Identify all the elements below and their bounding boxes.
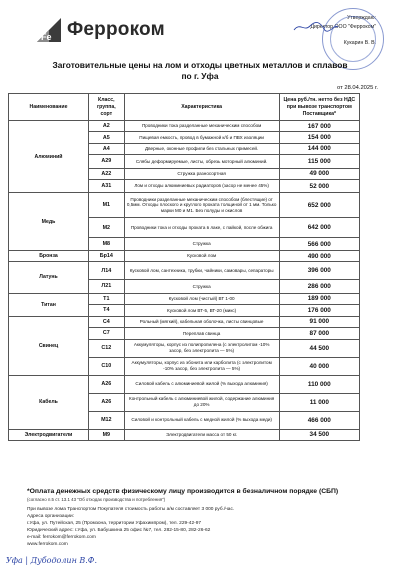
class-code: M8 [88, 238, 124, 251]
price: 189 000 [279, 293, 359, 305]
class-code: T1 [88, 293, 124, 305]
company-logo [35, 16, 165, 44]
description: Рольный (мягкий), кабельная оболочка, листы свинцовые [124, 316, 279, 328]
price: 52 000 [279, 180, 359, 193]
handwritten-note: Уфа | Дубодолин В.Ф. [6, 556, 97, 565]
addresses-heading: Адреса организации: [27, 514, 75, 520]
description: Кусковой лом ВТ-5, ВТ-20 (микс) [124, 305, 279, 317]
description: Стружка [124, 280, 279, 294]
price: 34 500 [279, 429, 359, 441]
price: 144 000 [279, 143, 359, 154]
price-table [8, 93, 360, 441]
description: Электродвигатели масса от 50 кг. [124, 429, 279, 441]
class-code: A4 [88, 143, 124, 154]
price: 167 000 [279, 121, 359, 132]
fe-logo-icon [35, 16, 63, 44]
price: 642 000 [279, 218, 359, 238]
description: Стружка [124, 238, 279, 251]
description: Силовой кабель с алюминиевой жилой (% выхода алюминия) [124, 375, 279, 393]
description: Слябы деформируемые, листы, обрезь моторный алюминий. [124, 155, 279, 169]
class-code: A26 [88, 375, 124, 393]
class-code: A31 [88, 180, 124, 193]
logo-text: Ферроком [67, 19, 165, 40]
class-code: Л21 [88, 280, 124, 294]
approval-line: Утверждаю: [347, 15, 376, 21]
price: 154 000 [279, 132, 359, 143]
metal-name: Титан [9, 293, 89, 316]
metal-name: Свинец [9, 316, 89, 375]
price: 396 000 [279, 262, 359, 280]
table-row [9, 293, 360, 305]
description: Кусковой лом [124, 251, 279, 262]
class-code: M9 [88, 429, 124, 441]
description: Проводники тока и отходы проката в лаке, с пайкой, после обжига [124, 218, 279, 238]
table-row [9, 251, 360, 262]
company-contacts [27, 506, 234, 549]
description: Дверные, оконные профили без стальных примесей. [124, 143, 279, 154]
description: Стружка разносортная [124, 168, 279, 179]
class-code: C12 [88, 339, 124, 357]
class-code: A29 [88, 155, 124, 169]
approval-line: Кукарин В. В. [343, 40, 376, 46]
description: Аккумуляторы, корпус из эбонита или карболита (с электролитом -10% засор, без электролита — 5%) [124, 357, 279, 375]
email: e-mail: ferrokom@ferrokom.com [27, 535, 96, 541]
description: Кусковой лом (чистый) ВТ 1-00 [124, 293, 279, 305]
price: 652 000 [279, 193, 359, 218]
class-code: C4 [88, 316, 124, 328]
column-header-class: Класс, группа, сорт [88, 94, 124, 121]
description: Кусковой лом, сантехника, трубки, чайники, самовары, сепараторы [124, 262, 279, 280]
description: Пищевая емкость, провод в бумажной к/б и ПВХ изоляции [124, 132, 279, 143]
column-header-name: Наименование [9, 94, 89, 121]
price: 110 000 [279, 375, 359, 393]
price: 566 000 [279, 238, 359, 251]
description: Проводники тока разделанные механическим способом [124, 121, 279, 132]
payment-note: *Оплата денежных средств физическому лицу производится в безналичном порядке (СБП) [27, 488, 339, 495]
legal-address: Юридический адрес: г.Уфа, ул. Бабушкина 25 офис №7, тел. 282-15-80, 282-26-62 [27, 528, 211, 534]
price: 176 000 [279, 305, 359, 317]
table-row [9, 375, 360, 393]
table-row [9, 262, 360, 280]
class-code: Бр14 [88, 251, 124, 262]
table-header-row [9, 94, 360, 121]
metal-name: Бронза [9, 251, 89, 262]
metal-name: Медь [9, 193, 89, 251]
price: 286 000 [279, 280, 359, 294]
class-code: A26 [88, 393, 124, 411]
price: 87 000 [279, 328, 359, 340]
class-code: T4 [88, 305, 124, 317]
class-code: C10 [88, 357, 124, 375]
class-code: M1 [88, 193, 124, 218]
column-header-price: Цена руб./тн. нетто без НДС при вывозе транспортом Поставщика* [279, 94, 359, 121]
class-code: C7 [88, 328, 124, 340]
metal-name: Кабель [9, 375, 89, 429]
class-code: A22 [88, 168, 124, 179]
document-date: от 28.04.2025 г. [336, 85, 378, 91]
svg-text:Fe: Fe [41, 32, 52, 42]
description: Контрольный кабель с алюминиевой жилой, содержание алюминия до 20% [124, 393, 279, 411]
table-row [9, 193, 360, 218]
class-code: M12 [88, 411, 124, 429]
table-row [9, 429, 360, 441]
column-header-description: Характеристика [124, 94, 279, 121]
price: 490 000 [279, 251, 359, 262]
payment-note-reference: (согласно п.5 ст. 13.1 43 "Об отходах производства и потребления") [27, 497, 166, 502]
price: 466 000 [279, 411, 359, 429]
website: www.ferrokom.com [27, 542, 68, 548]
price: 40 000 [279, 357, 359, 375]
price: 11 000 [279, 393, 359, 411]
metal-name: Латунь [9, 262, 89, 294]
document-title: Заготовительные цены на лом и отходы цветных металлов и сплавов по г. Уфа [52, 60, 348, 81]
description: Лом и отходы алюминиевых радиаторов (засор не менее 45%) [124, 180, 279, 193]
director-signature-icon [292, 20, 340, 34]
description: Аккумуляторы, корпус из полипропилена (с электролитом -10% засор, без электролита — 5%) [124, 339, 279, 357]
price: 115 000 [279, 155, 359, 169]
description: Силовой и контрольный кабель с медной жилой (% выхода меди) [124, 411, 279, 429]
price: 49 000 [279, 168, 359, 179]
class-code: M2 [88, 218, 124, 238]
description: Переплав свинца [124, 328, 279, 340]
site-address: г.Уфа, ул. Путейская, 25 (Промзона, территории Уфахимпром), тел. 229-42-97 [27, 521, 202, 527]
class-code: Л14 [88, 262, 124, 280]
approval-line: Директор ООО "Ферроком" [310, 23, 376, 30]
metal-name: Электродвигатели [9, 429, 89, 441]
class-code: A5 [88, 132, 124, 143]
metal-name: Алюминий [9, 121, 89, 193]
price: 91 000 [279, 316, 359, 328]
description: Проводники разделанные механическим способом (блестящие) от 0,5мм. Отходы плоского и круглого проката толщиной от 1 мм. Только марки М0 и М1. Без полуды и окислов [124, 193, 279, 218]
table-row [9, 121, 360, 132]
table-row [9, 316, 360, 328]
price: 44 500 [279, 339, 359, 357]
class-code: A2 [88, 121, 124, 132]
transport-note: При вывозе лома Транспортом Покупателя стоимость работы а/м составляет 3 000 руб./час. [27, 507, 235, 512]
